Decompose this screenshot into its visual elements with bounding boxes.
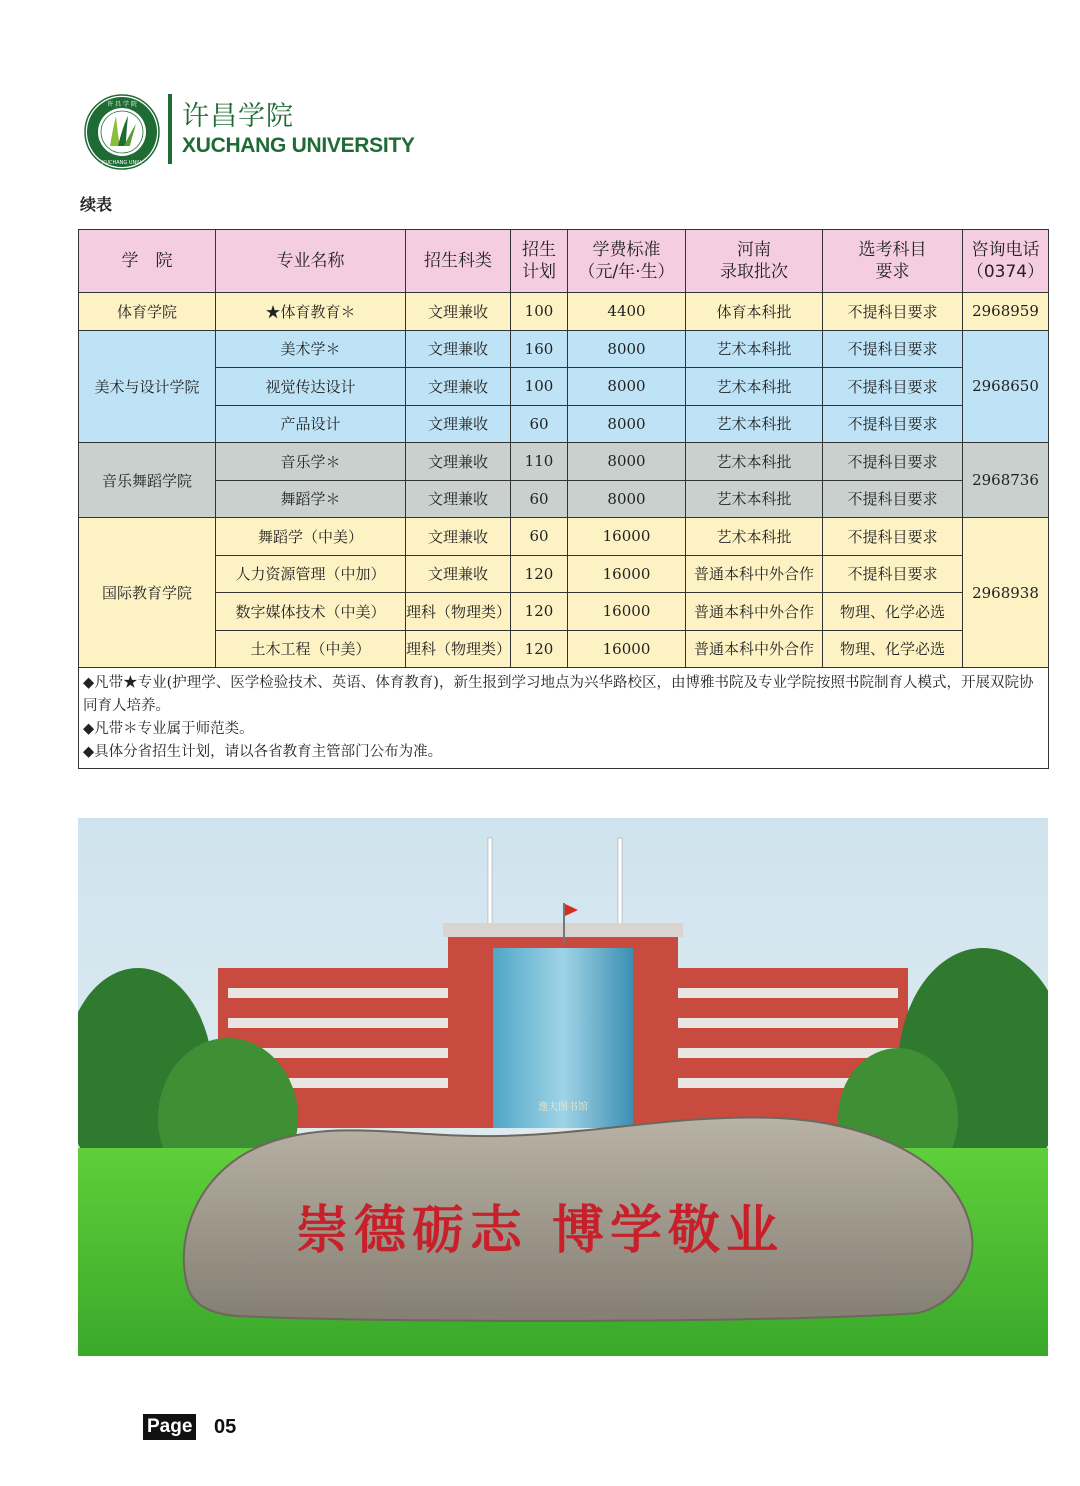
building-sign: 逸夫图书馆 (538, 1102, 588, 1113)
college-cell: 国际教育学院 (79, 518, 216, 668)
brand-divider (168, 94, 172, 164)
table-row (79, 630, 1049, 668)
table-row (79, 405, 1049, 443)
fee-cell: 8000 (568, 443, 686, 481)
table-row (79, 518, 1049, 556)
col-header-fee: 学费标准 （元/年·生） (568, 230, 686, 293)
category-cell: 文理兼收 (406, 443, 511, 481)
fee-cell: 16000 (568, 630, 686, 668)
category-cell: 文理兼收 (406, 405, 511, 443)
fee-cell: 8000 (568, 330, 686, 368)
major-cell: ★体育教育＊ (216, 293, 406, 331)
campus-photo (78, 818, 1048, 1356)
category-cell: 文理兼收 (406, 368, 511, 406)
table-row (79, 293, 1049, 331)
category-cell: 文理兼收 (406, 330, 511, 368)
note-provincial-plan: ◆具体分省招生计划，请以各省教育主管部门公布为准。 (83, 744, 443, 760)
table-row (79, 368, 1049, 406)
college-cell: 体育学院 (79, 293, 216, 331)
major-cell: 人力资源管理（中加） (216, 555, 406, 593)
page-number: 05 (214, 1416, 237, 1438)
note-normal-majors: ◆凡带＊专业属于师范类。 (83, 721, 254, 737)
col-header-plan: 招生 计划 (511, 230, 568, 293)
batch-cell: 体育本科批 (686, 293, 823, 331)
table-row (79, 330, 1049, 368)
col-header-college: 学 院 (79, 230, 216, 293)
college-cell: 美术与设计学院 (79, 330, 216, 443)
stone-inscription: 崇德砺志 博学敬业 (295, 1200, 785, 1261)
fee-cell: 16000 (568, 593, 686, 631)
batch-cell: 艺术本科批 (686, 405, 823, 443)
plan-cell: 100 (511, 368, 568, 406)
category-cell: 文理兼收 (406, 293, 511, 331)
table-notes-row (79, 668, 1049, 769)
batch-cell: 普通本科中外合作 (686, 630, 823, 668)
col-header-major: 专业名称 (216, 230, 406, 293)
subjects-cell: 不提科目要求 (823, 555, 963, 593)
major-cell: 数字媒体技术（中美） (216, 593, 406, 631)
university-name-cn: 许昌学院 (182, 101, 294, 132)
major-cell: 舞蹈学（中美） (216, 518, 406, 556)
batch-cell: 艺术本科批 (686, 330, 823, 368)
subjects-cell: 不提科目要求 (823, 443, 963, 481)
plan-cell: 120 (511, 555, 568, 593)
category-cell: 文理兼收 (406, 518, 511, 556)
table-header-row (79, 230, 1049, 293)
category-cell: 理科（物理类） (406, 593, 511, 631)
fee-cell: 8000 (568, 368, 686, 406)
major-cell: 舞蹈学＊ (216, 480, 406, 518)
plan-cell: 100 (511, 293, 568, 331)
note-star-majors: ◆凡带★专业(护理学、医学检验技术、英语、体育教育)，新生报到学习地点为兴华路校区，由博雅书院及专业学院按照书院制育人模式，开展双院协同育人培养。 (83, 675, 1034, 714)
plan-cell: 60 (511, 480, 568, 518)
university-header (84, 88, 484, 168)
subjects-cell: 不提科目要求 (823, 518, 963, 556)
major-cell: 视觉传达设计 (216, 368, 406, 406)
batch-cell: 艺术本科批 (686, 518, 823, 556)
col-header-phone: 咨询电话 （0374） (963, 230, 1049, 293)
campus-scene-illustration (78, 818, 1048, 1356)
table-row (79, 443, 1049, 481)
table-row (79, 480, 1049, 518)
category-cell: 文理兼收 (406, 555, 511, 593)
subjects-cell: 物理、化学必选 (823, 593, 963, 631)
fee-cell: 8000 (568, 480, 686, 518)
major-cell: 美术学＊ (216, 330, 406, 368)
batch-cell: 艺术本科批 (686, 368, 823, 406)
plan-cell: 110 (511, 443, 568, 481)
fee-cell: 4400 (568, 293, 686, 331)
page-label: Page (143, 1414, 196, 1440)
fee-cell: 8000 (568, 405, 686, 443)
admission-plan-table (78, 229, 1049, 769)
phone-cell: 2968938 (963, 518, 1049, 668)
section-label: 续表 (80, 195, 113, 214)
subjects-cell: 不提科目要求 (823, 330, 963, 368)
category-cell: 文理兼收 (406, 480, 511, 518)
svg-text:XUCHANG UNIV.: XUCHANG UNIV. (101, 160, 143, 166)
category-cell: 理科（物理类） (406, 630, 511, 668)
major-cell: 产品设计 (216, 405, 406, 443)
plan-cell: 120 (511, 630, 568, 668)
subjects-cell: 不提科目要求 (823, 480, 963, 518)
table-row (79, 555, 1049, 593)
phone-cell: 2968650 (963, 330, 1049, 443)
university-seal-logo (84, 94, 160, 170)
batch-cell: 艺术本科批 (686, 443, 823, 481)
batch-cell: 普通本科中外合作 (686, 555, 823, 593)
subjects-cell: 物理、化学必选 (823, 630, 963, 668)
fee-cell: 16000 (568, 518, 686, 556)
plan-cell: 160 (511, 330, 568, 368)
table-notes (79, 668, 1049, 769)
subjects-cell: 不提科目要求 (823, 293, 963, 331)
subjects-cell: 不提科目要求 (823, 405, 963, 443)
col-header-batch: 河南 录取批次 (686, 230, 823, 293)
plan-cell: 60 (511, 405, 568, 443)
plan-cell: 120 (511, 593, 568, 631)
plan-cell: 60 (511, 518, 568, 556)
svg-text:许 昌 学 院: 许 昌 学 院 (107, 101, 137, 108)
college-cell: 音乐舞蹈学院 (79, 443, 216, 518)
subjects-cell: 不提科目要求 (823, 368, 963, 406)
col-header-category: 招生科类 (406, 230, 511, 293)
fee-cell: 16000 (568, 555, 686, 593)
batch-cell: 普通本科中外合作 (686, 593, 823, 631)
major-cell: 土木工程（中美） (216, 630, 406, 668)
batch-cell: 艺术本科批 (686, 480, 823, 518)
university-name-en: XUCHANG UNIVERSITY (182, 134, 415, 157)
col-header-subjects: 选考科目 要求 (823, 230, 963, 293)
phone-cell: 2968736 (963, 443, 1049, 518)
major-cell: 音乐学＊ (216, 443, 406, 481)
table-row (79, 593, 1049, 631)
phone-cell: 2968959 (963, 293, 1049, 331)
